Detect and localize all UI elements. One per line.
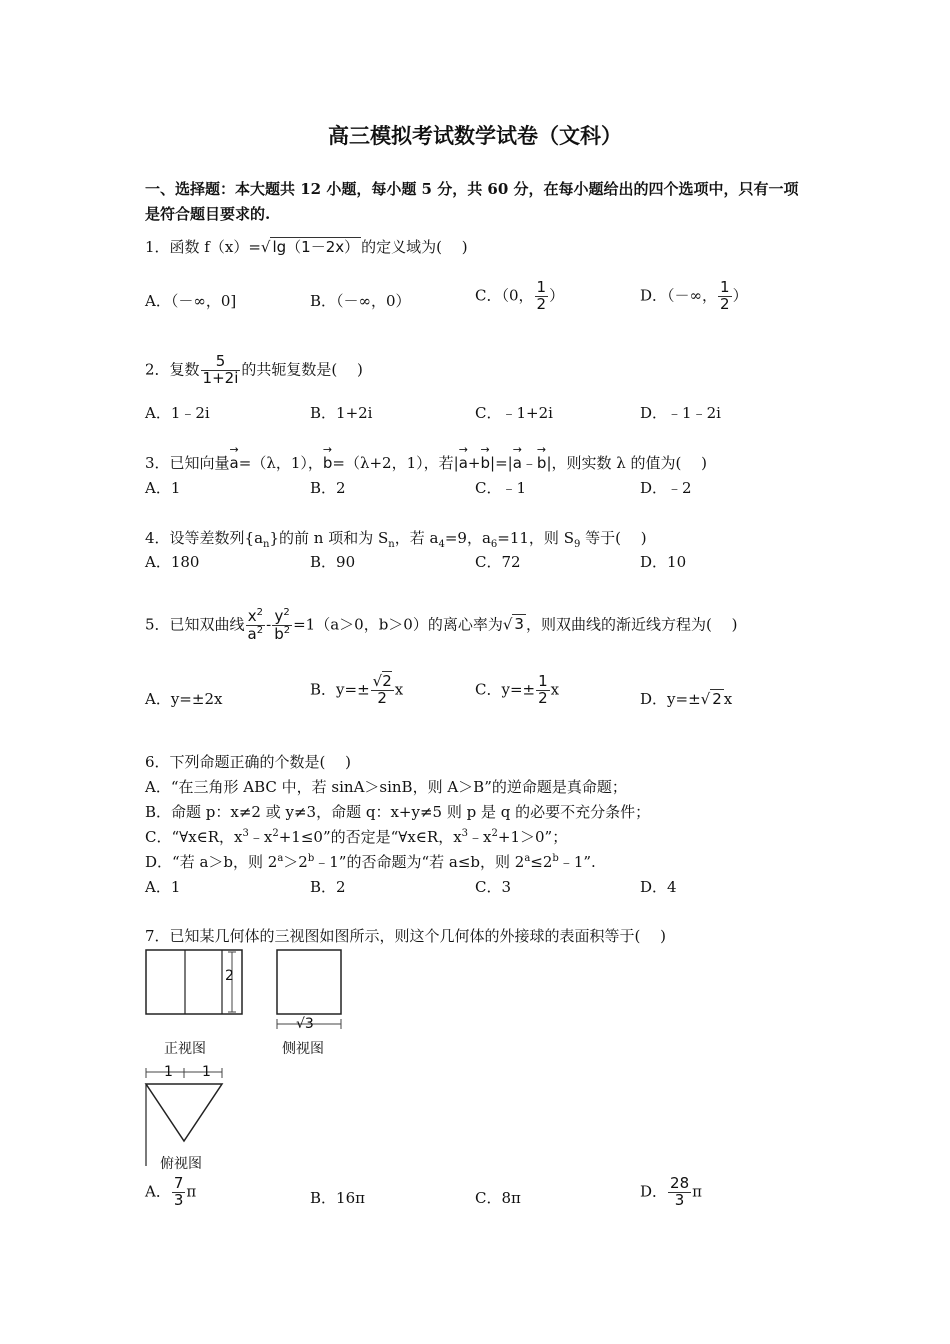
q1-c-den: 2 — [536, 294, 547, 313]
q5-stem-mid: =1（a＞0，b＞0）的离心率为 — [293, 615, 503, 634]
q5-stem-pre: 5．已知双曲线 — [145, 615, 245, 634]
q5-d-text: D．y=± — [640, 690, 701, 708]
q2-option-b[interactable]: B．1+2i — [310, 404, 373, 422]
q5-b-fraction: $\frac{√2}{2}$ — [372, 672, 392, 707]
q3-plus: + — [467, 454, 481, 472]
q5-b-den: 2 — [377, 688, 387, 707]
q5-b-text: B．y=± — [310, 680, 370, 699]
q6-option-d[interactable]: D．4 — [640, 878, 677, 896]
q4-option-a[interactable]: A．180 — [145, 553, 200, 571]
q5-b-x: x — [394, 680, 404, 699]
q6-statement-d: D．“若 a＞b，则 $2^a>2^b﹣1$”的否命题为“若 a≤b，则 $2^a\le 2^b﹣1$”. — [145, 853, 596, 871]
q1-radicand: lg（1－2x） — [272, 238, 360, 256]
q3-stem-mid2: =（λ+2，1），若| — [332, 454, 459, 472]
q5-fraction-x: $\frac{x^2}{a^2}$ — [247, 607, 264, 643]
q6-option-c[interactable]: C．3 — [475, 878, 512, 896]
q5-d-rad: 2 — [712, 690, 722, 708]
q3-option-b[interactable]: B．2 — [310, 479, 346, 497]
q7-option-d[interactable] — [640, 1176, 702, 1209]
question-5: 5．已知双曲线 $\frac{x^2}{a^2}$ - $\frac{y^2}{b^2}$ =1（a＞0，b＞0）的离心率为√ 3 ，则双曲线的渐近线方程为( ) — [145, 607, 738, 643]
q1-d-fraction — [718, 280, 732, 313]
q7-option-b[interactable]: B．16π — [310, 1189, 365, 1207]
q6-option-b[interactable]: B．2 — [310, 878, 346, 896]
q5-c-den: 2 — [538, 688, 548, 707]
q7-a-pi: π — [186, 1182, 197, 1201]
q2-den: 1+2i — [202, 368, 239, 387]
q6-option-a[interactable]: A．1 — [145, 878, 181, 896]
dim-label-3: 3 — [304, 1016, 314, 1032]
question-4: 4．设等差数列$\{a_n\}$的前 n 项和为 $S_n$，若 $a_4=9$，$a_6=11$，则 $S_9$ 等于( ) — [145, 529, 647, 550]
question-3 — [145, 452, 707, 473]
q3-vector-b2: → b — [480, 454, 490, 472]
q2-option-c[interactable]: C．﹣1+2i — [475, 404, 553, 422]
top-view — [146, 1068, 222, 1166]
q5-sqrt3: √ 3 — [502, 615, 524, 634]
front-view-label: 正视图 — [164, 1041, 206, 1057]
q7-a-den: 3 — [173, 1190, 184, 1209]
q4-option-b[interactable]: B．90 — [310, 553, 356, 571]
q1-d-num: 1 — [720, 278, 730, 296]
q3-stem-mid3: |=| — [490, 454, 513, 472]
q1-c-num: 1 — [536, 278, 547, 296]
q1-c-text: C．（0， — [475, 286, 534, 305]
q2-option-a[interactable]: A．1﹣2i — [145, 404, 210, 422]
section-heading: 一、选择题：本大题共 12 小题，每小题 5 分，共 60 分，在每小题给出的四个选项中，只有一项 — [145, 180, 799, 198]
q7-d-den: 3 — [674, 1190, 685, 1209]
q5-option-d[interactable]: D．y=±√ 2 x — [640, 690, 733, 708]
q4-option-d[interactable]: D．10 — [640, 553, 687, 571]
q1-option-d[interactable] — [640, 280, 748, 313]
q5-c-num: 1 — [538, 672, 548, 690]
q2-num: 5 — [201, 354, 241, 371]
q1-option-a[interactable]: A．（－∞，0] — [145, 292, 237, 310]
q7-a-num: 7 — [173, 1174, 184, 1192]
q2-option-d[interactable]: D．﹣1﹣2i — [640, 404, 721, 422]
q5-option-a[interactable]: A．y=±2x — [145, 690, 223, 708]
q7-option-c[interactable]: C．8π — [475, 1189, 521, 1207]
q7-d-text: D． — [640, 1182, 668, 1201]
q3-option-c[interactable]: C．﹣1 — [475, 479, 527, 497]
q7-a-text: A． — [145, 1182, 171, 1201]
q3-stem-mid1: =（λ，1）， — [238, 454, 323, 472]
dim-label-1b: 1 — [202, 1064, 211, 1080]
question-2 — [145, 354, 363, 387]
q5-c-fraction — [536, 674, 550, 707]
q7-d-fraction — [668, 1176, 691, 1209]
q1-stem-pre: 1．函数 f（x）= — [145, 238, 261, 256]
side-view-label: 侧视图 — [282, 1041, 324, 1057]
q5-d-x: x — [723, 690, 733, 708]
q3-option-d[interactable]: D．﹣2 — [640, 479, 692, 497]
q5-c-text: C．y=± — [475, 680, 536, 699]
q6-statement-b: B．命题 p：x≠2 或 y≠3，命题 q：x+y≠5 则 p 是 q 的必要不充分条件； — [145, 803, 651, 821]
q7-d-pi: π — [692, 1182, 702, 1201]
q6-statement-c: C．“∀x∈R，$x^3﹣x^2+1\le 0$”的否定是“∀x∈R，$x^3﹣x^2+1>0$”； — [145, 828, 568, 846]
q3-option-a[interactable]: A．1 — [145, 479, 181, 497]
page-title: 高三模拟考试数学试卷（文科） — [328, 123, 622, 148]
q7-a-fraction — [172, 1176, 186, 1209]
q3-stem-post: |，则实数 λ 的值为( ) — [546, 454, 708, 472]
top-view-label: 俯视图 — [160, 1156, 202, 1172]
q1-c-close: ） — [549, 286, 565, 305]
q3-minus: ﹣ — [521, 454, 537, 472]
q3-stem-pre: 3．已知向量 — [145, 454, 230, 472]
q2-stem-post: 的共轭复数是( ) — [241, 360, 363, 379]
q4-option-c[interactable]: C．72 — [475, 553, 521, 571]
q3-vector-b3: → b — [537, 454, 547, 472]
question-6: 6．下列命题正确的个数是( ) — [145, 753, 352, 771]
question-1 — [145, 236, 468, 257]
dim-label-1a: 1 — [164, 1064, 173, 1080]
q3-vector-a2: → a — [459, 454, 468, 472]
q5-option-c[interactable] — [475, 674, 559, 707]
q2-stem-pre: 2．复数 — [145, 360, 200, 379]
q1-option-c[interactable] — [475, 280, 564, 313]
question-7: 7．已知某几何体的三视图如图所示，则这个几何体的外接球的表面积等于( ) — [145, 927, 667, 945]
q3-vector-a3: → a — [513, 454, 522, 472]
q1-c-fraction — [535, 280, 549, 313]
q6-statement-a: A．“在三角形 ABC 中，若 sinA＞sinB，则 A＞B”的逆命题是真命题； — [145, 778, 627, 796]
q2-fraction — [201, 354, 241, 387]
q5-stem-post: ，则双曲线的渐近线方程为( ) — [525, 615, 738, 634]
q5-fraction-y: $\frac{y^2}{b^2}$ — [274, 607, 291, 643]
dim-label-sqrt3: √3 — [296, 1016, 314, 1032]
q1-d-text: D．（－∞， — [640, 286, 718, 305]
q7-option-a[interactable] — [145, 1176, 196, 1209]
three-view-figure — [140, 944, 360, 1176]
q3-vector-b: → b — [323, 454, 333, 472]
q7-d-num: 28 — [670, 1174, 690, 1192]
q3-vector-a: → a — [230, 454, 239, 472]
q1-d-close: ） — [732, 286, 748, 305]
q5-sqrt3-rad: 3 — [514, 615, 524, 634]
q1-sqrt: √ lg（1－2x） — [260, 238, 360, 256]
q1-option-b[interactable]: B．（－∞，0） — [310, 292, 411, 310]
q4-stem: 4．设等差数列{a — [145, 529, 264, 547]
section-heading-cont: 是符合题目要求的. — [145, 205, 271, 223]
q5-c-x: x — [550, 680, 560, 699]
q5-b-rad: 2 — [382, 672, 392, 690]
q1-stem-post: 的定义域为( ) — [361, 238, 468, 256]
q1-d-den: 2 — [720, 294, 730, 313]
q5-option-b[interactable] — [310, 674, 403, 707]
dim-label-2: 2 — [225, 968, 234, 984]
